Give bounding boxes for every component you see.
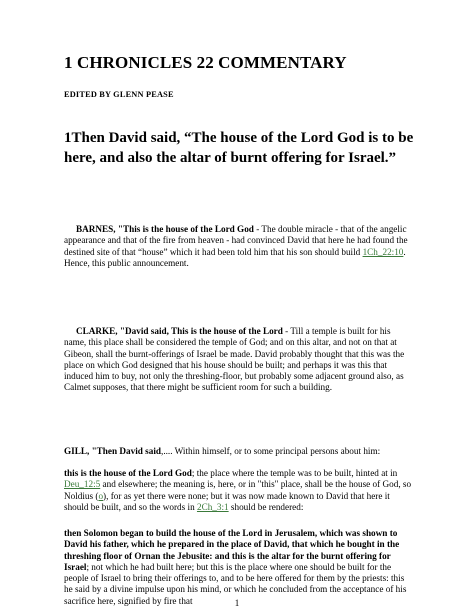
clarke-commentary xyxy=(64,326,412,394)
house-text-4: should be rendered: xyxy=(228,501,304,512)
clarke-lead-2: , This is the house of the Lord xyxy=(166,326,283,336)
house-text-1: ; the place where the temple was to be built, hinted at in xyxy=(191,468,398,478)
house-lead: this is the house of the Lord God xyxy=(64,468,192,478)
barnes-commentary xyxy=(64,224,412,269)
gill-lead: GILL, "Then David said xyxy=(64,446,162,456)
house-paragraph xyxy=(64,468,412,513)
footnote-ref-link[interactable]: o xyxy=(98,490,104,501)
deu-ref-link[interactable]: Deu_12:5 xyxy=(64,479,101,490)
solomon-text: ; not which he had built here; but this is the place where one should be built for the people of Israel to bring their offerings to, and to be here offered for them by the priests: this he said by a divine impulse upon his mind, or which he concluded from the acceptance of his sacrifice here, signified by fire that xyxy=(64,561,407,606)
barnes-text-2: . Hence, this public announcement. xyxy=(64,246,406,268)
clarke-text: - Till a temple is built for his name, this place shall be considered the temple of God; and on this altar, and not on that at Gibeon, shall the burnt-offerings of Israel be made. David probably thought that this was the place on which God designed that his house should be built; and perhaps it was this that induced him to buy, not only the threshing-floor, but probably some adjacent ground also, as Calmet supposes, that there might be sufficient room for such a building. xyxy=(64,326,405,393)
2ch-ref-link[interactable]: 2Ch_3:1 xyxy=(196,501,229,512)
page-title: 1 CHRONICLES 22 COMMENTARY xyxy=(64,53,347,72)
gill-commentary xyxy=(64,446,412,457)
barnes-lead: BARNES, "This is the house of the Lord God xyxy=(76,224,254,234)
verse-heading: 1Then David said, “The house of the Lord God is to be here, and also the altar of burnt offering for Israel.” xyxy=(64,130,414,166)
page-number: 1 xyxy=(234,598,240,608)
barnes-ref-link[interactable]: 1Ch_22:10 xyxy=(362,246,404,257)
house-text-2: and elsewhere; the meaning is, here, or in "this" place, shall be the house of God, so Noldius ( xyxy=(64,479,412,501)
gill-text: ,.... Within himself, or to some principal persons about him: xyxy=(161,446,381,456)
solomon-lead: then Solomon began to build the house of the Lord in Jerusalem, which was shown to David his father, which he prepared in the place of David, that which he bought in the threshing floor of Ornan the Jebusite: and this is the altar for the burnt offering for Israel xyxy=(64,528,400,572)
house-text-3: ), for as yet there were none; but it was now made known to David that here it should be built, and so the words in xyxy=(64,490,390,512)
editor-byline: EDITED BY GLENN PEASE xyxy=(64,90,174,99)
barnes-text-1: - The double miracle - that of the angelic appearance and that of the fire from heaven - had convinced David that here he had found the destined site of that “house” which it had been told him that his son should build xyxy=(64,224,408,257)
clarke-lead: CLARKE, "David said xyxy=(76,326,167,336)
solomon-paragraph xyxy=(64,528,412,607)
